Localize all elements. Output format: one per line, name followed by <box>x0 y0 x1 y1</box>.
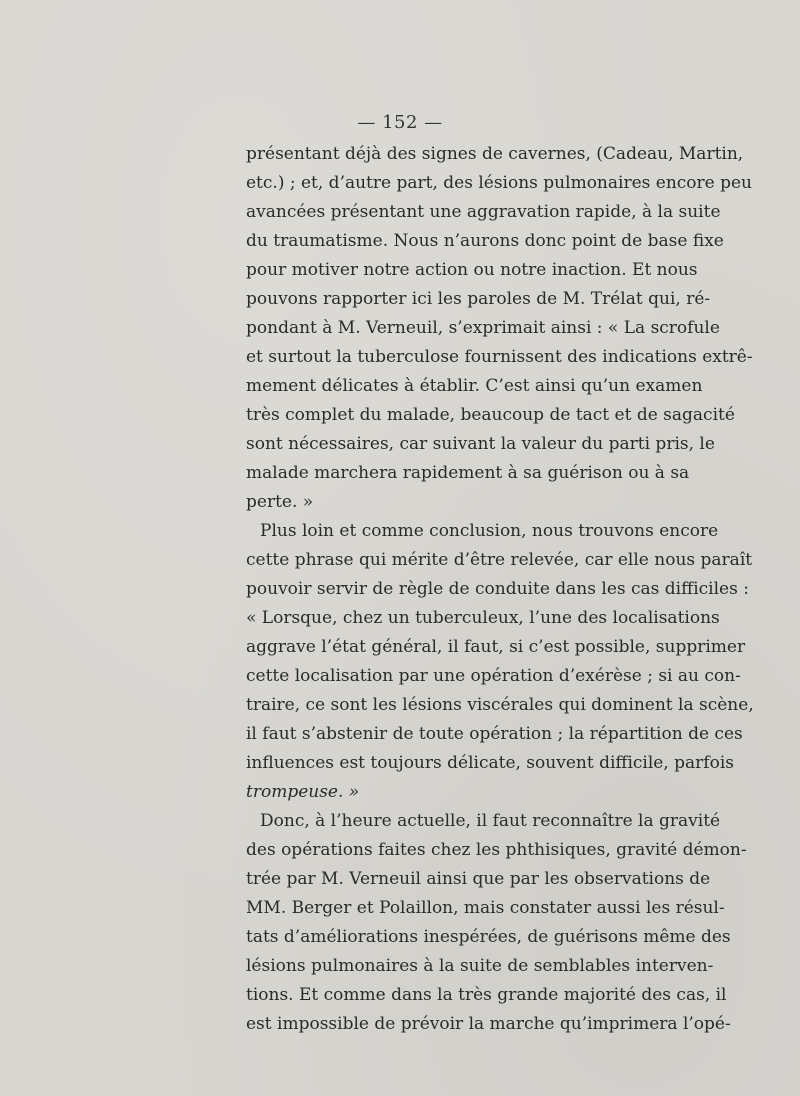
text-line: présentant déjà des signes de cavernes, (Cadeau, Martin, <box>246 144 744 164</box>
paragraph-first-line: Donc, à l’heure actuelle, il faut reconnaître la gravité <box>260 811 721 831</box>
body-text <box>246 140 754 1039</box>
text-line: « Lorsque, chez un tuberculeux, l’une des localisations <box>246 608 720 628</box>
text-line: pour motiver notre action ou notre inaction. Et nous <box>246 260 698 280</box>
text-line: il faut s’abstenir de toute opération ; la répartition de ces <box>246 724 743 744</box>
text-line: malade marchera rapidement à sa guérison ou à sa <box>246 463 690 483</box>
text-line: tats d’améliorations inespérées, de guérisons même des <box>246 927 731 947</box>
text-line: très complet du malade, beaucoup de tact et de sagacité <box>246 405 735 425</box>
text-line: lésions pulmonaires à la suite de semblables interven- <box>246 956 714 976</box>
text-line: influences est toujours délicate, souvent difficile, parfois <box>246 753 734 773</box>
text-line: mement délicates à établir. C’est ainsi qu’un examen <box>246 376 703 396</box>
text-line: trée par M. Verneuil ainsi que par les observations de <box>246 869 711 889</box>
text-line: perte. » <box>246 492 314 512</box>
text-line: pondant à M. Verneuil, s’exprimait ainsi : « La scrofule <box>246 318 720 338</box>
text-line: MM. Berger et Polaillon, mais constater aussi les résul- <box>246 898 725 918</box>
text-line: avancées présentant une aggravation rapide, à la suite <box>246 202 721 222</box>
paragraph-first-line: Plus loin et comme conclusion, nous trouvons encore <box>260 521 719 541</box>
text-line: et surtout la tuberculose fournissent des indications extrê- <box>246 347 753 367</box>
text-line: pouvoir servir de règle de conduite dans les cas difficiles : <box>246 579 749 599</box>
text-line: des opérations faites chez les phthisiques, gravité démon- <box>246 840 747 860</box>
text-line: etc.) ; et, d’autre part, des lésions pulmonaires encore peu <box>246 173 753 193</box>
text-line: traire, ce sont les lésions viscérales qui dominent la scène, <box>246 695 754 715</box>
text-line: tions. Et comme dans la très grande majorité des cas, il <box>246 985 727 1005</box>
text-line: pouvons rapporter ici les paroles de M. Trélat qui, ré- <box>246 289 711 309</box>
text-line-italic: trompeuse. » <box>246 782 360 802</box>
page-number: — 152 — <box>357 112 443 133</box>
text-line: du traumatisme. Nous n’aurons donc point de base fixe <box>246 231 724 251</box>
text-line: sont nécessaires, car suivant la valeur du parti pris, le <box>246 434 715 454</box>
text-line: cette phrase qui mérite d’être relevée, car elle nous paraît <box>246 550 753 570</box>
text-line: est impossible de prévoir la marche qu’imprimera l’opé- <box>246 1014 731 1034</box>
text-line: cette localisation par une opération d’exérèse ; si au con- <box>246 666 741 686</box>
text-line: aggrave l’état général, il faut, si c’est possible, supprimer <box>246 637 746 657</box>
